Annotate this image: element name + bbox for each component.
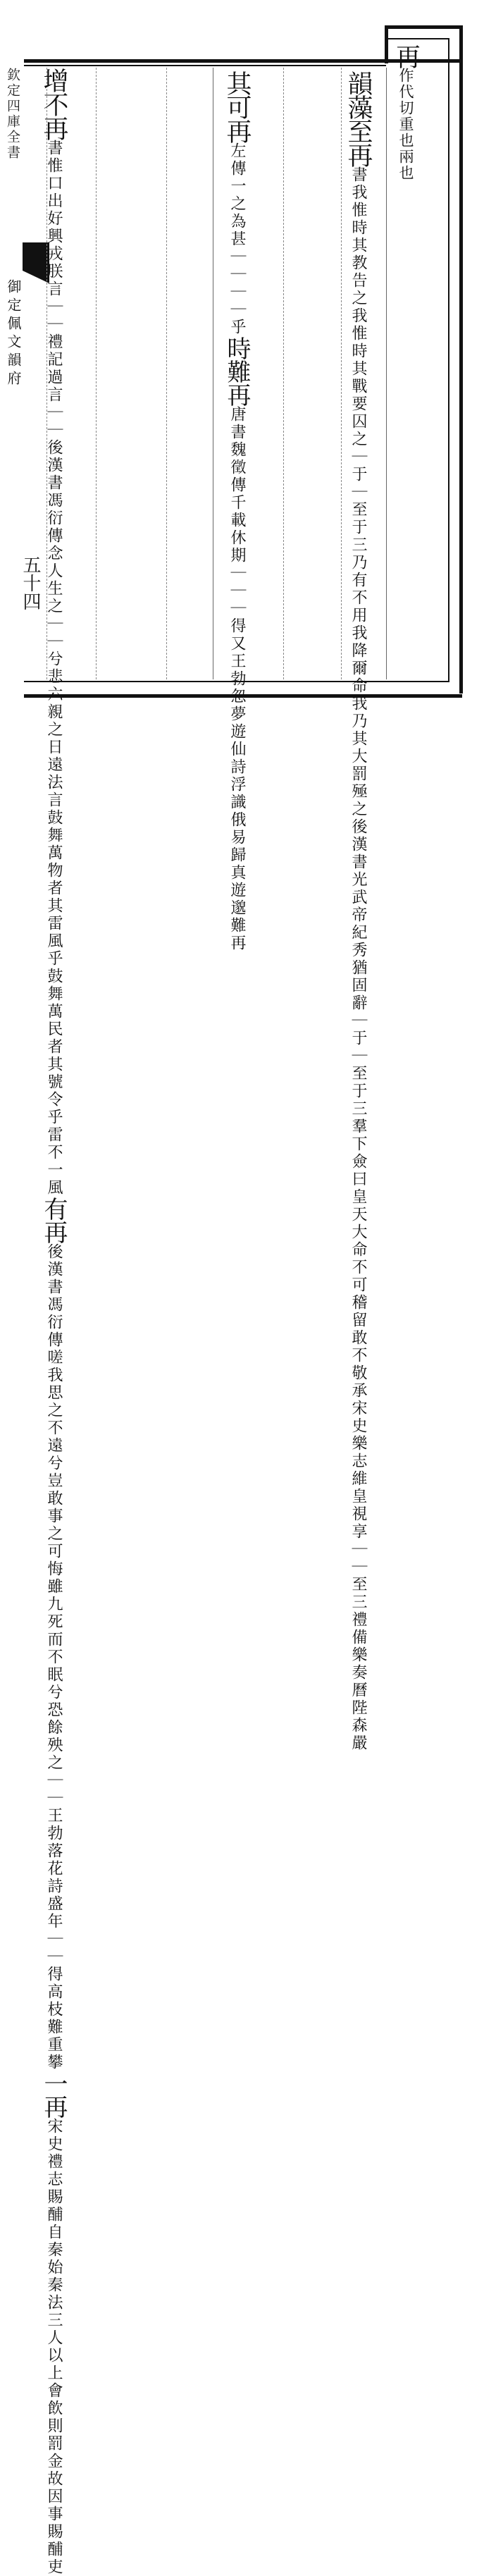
entry-term: 時難再 xyxy=(223,336,251,406)
column-divider xyxy=(166,68,167,679)
entry-column xyxy=(344,70,373,1752)
headword-column xyxy=(392,44,420,678)
headword: 再 xyxy=(392,44,421,68)
entry-term: 其可再 xyxy=(223,70,252,142)
frame-right-edge xyxy=(459,25,463,694)
column-divider xyxy=(283,68,284,679)
entry-term: 增不再 xyxy=(39,68,68,140)
page-number: 五十四 xyxy=(20,555,41,610)
entry-text: 書我惟時其教告之我惟時其戰要囚之｜于｜至于三乃有不用我降爾命我乃其大罰殛之後漢書光武帝紀秀猶固辭｜于｜至于三羣下僉曰皇天大命不可稽留敢不敬承宋史樂志維皇視享｜｜至三禮備樂奏曆陛森嚴 xyxy=(349,166,367,1752)
entry-column xyxy=(223,70,252,952)
frame-top-step-inner xyxy=(385,38,449,39)
column-divider xyxy=(386,68,387,679)
entry-term: 有再 xyxy=(39,1197,68,1243)
entry-column xyxy=(39,68,68,2576)
entry-text: 宋史禮志賜酺自秦始秦法三人以上會飲則罰金故因事賜酺吏 xyxy=(45,2118,63,2576)
column-divider xyxy=(341,68,342,679)
entry-text: 左傳一之為甚｜｜｜｜乎 xyxy=(228,142,246,336)
entry-term: 韻藻至再 xyxy=(344,70,373,166)
entry-term: 一再 xyxy=(39,2071,68,2118)
headword-gloss: 作代切重也兩也 xyxy=(397,68,414,181)
column-divider xyxy=(96,68,97,679)
frame-step-left xyxy=(385,25,388,63)
entry-text: 後漢書馮衍傳嗟我思之不遠兮豈敢事之可悔雖九死而不眠兮恐餘殃之｜｜王勃落花詩盛年｜｜得高枝難重攀 xyxy=(45,1243,63,2071)
book-title-side: 御定佩文韻府 xyxy=(5,279,22,389)
frame-top-step xyxy=(385,25,463,29)
frame-right-inner-edge xyxy=(448,38,449,681)
entry-text: 唐書魏徵傳千載休期｜｜｜得又王勃忽夢遊仙詩浮識俄易歸真遊邈難再 xyxy=(228,406,246,952)
entry-text: 書惟口出好興戎朕言｜｜禮記過言｜｜後漢書馮衍傳念人生之｜｜兮悲六親之日遠法言鼓舞萬物者其雷風乎鼓舞萬民者其號令乎雷不一風 xyxy=(45,140,63,1197)
book-title-top: 欽定四庫全書 xyxy=(5,68,20,161)
frame-inner-top xyxy=(24,65,386,66)
